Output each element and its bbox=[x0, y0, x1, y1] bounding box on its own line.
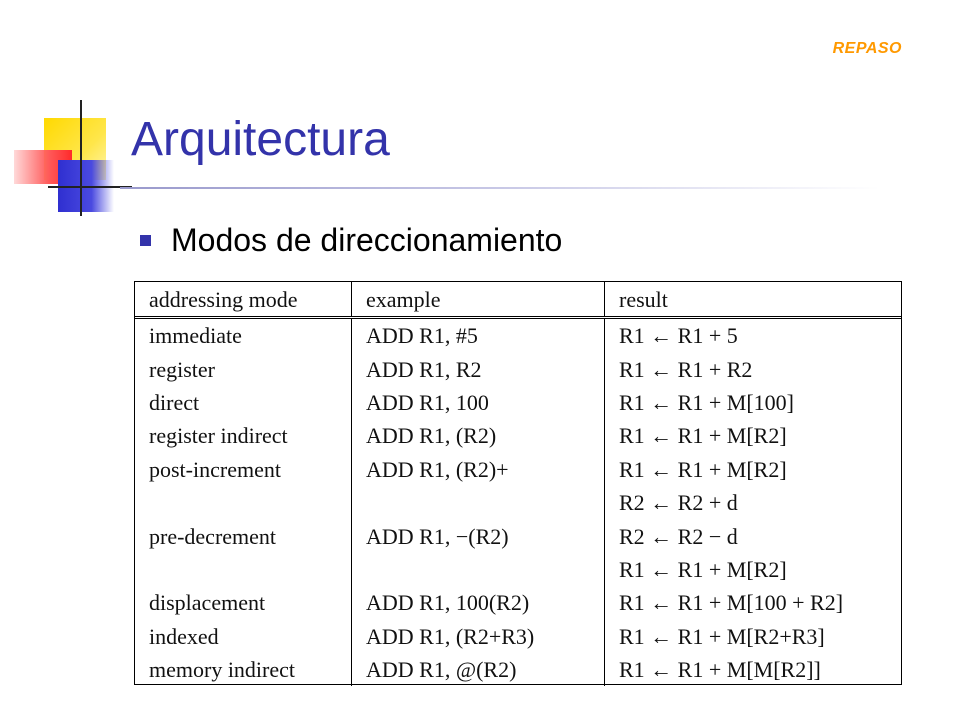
table-row bbox=[135, 519, 901, 552]
table-row bbox=[135, 419, 901, 452]
cell-example: ADD R1, −(R2) bbox=[352, 519, 605, 552]
cell-mode: direct bbox=[135, 386, 352, 419]
cell-result: R1 ← R1 + M[R2] bbox=[619, 556, 787, 582]
cell-result: R1 ← R1 + M[R2] bbox=[619, 423, 787, 449]
cell-result: R1 ← R1 + R2 bbox=[619, 356, 753, 382]
table-row bbox=[135, 486, 901, 519]
cell-example: ADD R1, (R2) bbox=[352, 419, 605, 452]
cell-mode: indexed bbox=[135, 620, 352, 653]
cell-example: ADD R1, (R2+R3) bbox=[352, 620, 605, 653]
table-row bbox=[135, 453, 901, 486]
cell-result: R1 ← R1 + M[M[R2]] bbox=[619, 657, 821, 683]
cell-example: ADD R1, (R2)+ bbox=[352, 453, 605, 486]
table-row bbox=[135, 386, 901, 419]
bullet-text: Modos de direccionamiento bbox=[171, 222, 563, 258]
section-tag: REPASO bbox=[832, 40, 902, 57]
cell-mode: post-increment bbox=[135, 453, 352, 486]
cell-mode: displacement bbox=[135, 586, 352, 619]
table-row bbox=[135, 586, 901, 619]
cell-mode: pre-decrement bbox=[135, 519, 352, 552]
title-underline bbox=[120, 187, 880, 189]
cell-example: ADD R1, 100(R2) bbox=[352, 586, 605, 619]
cell-mode bbox=[135, 553, 352, 586]
cell-result: R1 ← R1 + M[100 + R2] bbox=[619, 590, 844, 616]
cell-example: ADD R1, @(R2) bbox=[352, 653, 605, 686]
cell-result: R1 ← R1 + M[R2] bbox=[619, 456, 787, 482]
vertical-line-decoration bbox=[80, 100, 82, 216]
cell-example bbox=[352, 553, 605, 586]
column-header-example: example bbox=[352, 282, 605, 318]
table-row bbox=[135, 620, 901, 653]
addressing-modes-table bbox=[134, 281, 902, 685]
cell-mode bbox=[135, 486, 352, 519]
cell-example: ADD R1, 100 bbox=[352, 386, 605, 419]
cell-example bbox=[352, 486, 605, 519]
cell-example: ADD R1, R2 bbox=[352, 352, 605, 385]
cell-example: ADD R1, #5 bbox=[352, 318, 605, 353]
cell-result: R2 ← R2 + d bbox=[619, 490, 738, 516]
cell-result: R1 ← R1 + M[100] bbox=[619, 389, 794, 415]
slide-title: Arquitectura bbox=[131, 113, 390, 166]
cell-mode: memory indirect bbox=[135, 653, 352, 686]
cell-result: R1 ← R1 + M[R2+R3] bbox=[619, 623, 825, 649]
table-row bbox=[135, 553, 901, 586]
table-row bbox=[135, 653, 901, 686]
cell-mode: register bbox=[135, 352, 352, 385]
corner-decoration bbox=[0, 0, 140, 220]
table bbox=[135, 282, 901, 686]
bullet-item bbox=[140, 222, 562, 259]
cell-mode: register indirect bbox=[135, 419, 352, 452]
cell-result: R2 ← R2 − d bbox=[619, 523, 738, 549]
column-header-result: result bbox=[619, 286, 668, 312]
cell-result: R1 ← R1 + 5 bbox=[619, 323, 738, 349]
column-header-mode: addressing mode bbox=[135, 282, 352, 318]
cell-mode: immediate bbox=[135, 318, 352, 353]
table-row bbox=[135, 318, 901, 353]
table-header-row bbox=[135, 282, 901, 318]
bullet-square-icon bbox=[140, 235, 151, 246]
table-row bbox=[135, 352, 901, 385]
